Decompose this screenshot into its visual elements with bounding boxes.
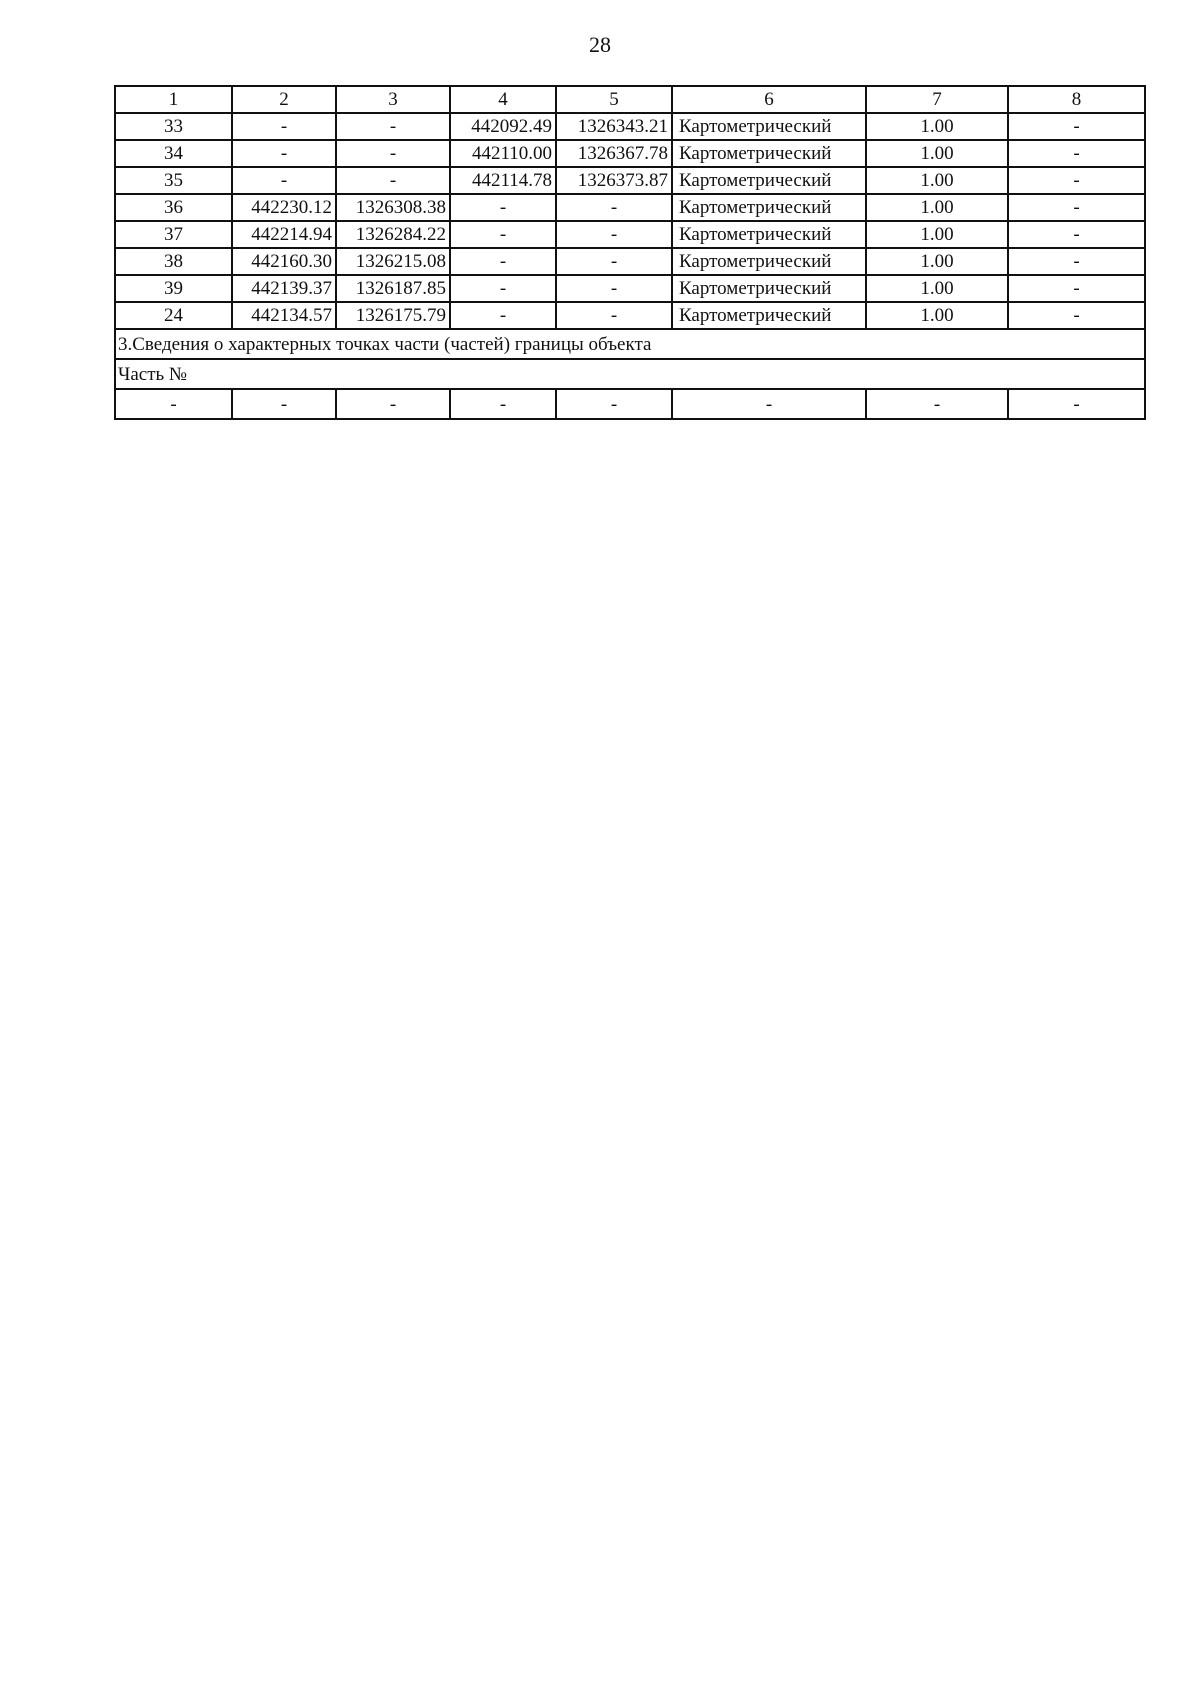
column-header: 3 (336, 86, 450, 113)
column-header: 5 (556, 86, 672, 113)
accuracy-cell: 1.00 (866, 248, 1008, 275)
method-cell: Картометрический (672, 140, 866, 167)
new-x-cell: - (450, 248, 556, 275)
new-x-cell: 442110.00 (450, 140, 556, 167)
point-number-cell: 33 (115, 113, 232, 140)
column-header: 1 (115, 86, 232, 113)
new-y-cell: 1326373.87 (556, 167, 672, 194)
column-header: 8 (1008, 86, 1145, 113)
accuracy-cell: 1.00 (866, 302, 1008, 329)
method-cell: Картометрический (672, 302, 866, 329)
existing-x-cell: - (232, 113, 336, 140)
point-number-cell: 36 (115, 194, 232, 221)
new-y-cell: 1326367.78 (556, 140, 672, 167)
new-x-cell: - (450, 302, 556, 329)
existing-y-cell: - (336, 113, 450, 140)
empty-cell: - (115, 389, 232, 419)
method-cell: Картометрический (672, 167, 866, 194)
section-title: 3.Сведения о характерных точках части (частей) границы объекта (115, 329, 1145, 359)
method-cell: Картометрический (672, 113, 866, 140)
accuracy-cell: 1.00 (866, 194, 1008, 221)
description-cell: - (1008, 140, 1145, 167)
existing-y-cell: 1326187.85 (336, 275, 450, 302)
empty-cell: - (866, 389, 1008, 419)
existing-y-cell: - (336, 140, 450, 167)
point-number-cell: 39 (115, 275, 232, 302)
description-cell: - (1008, 113, 1145, 140)
coordinates-table (114, 85, 1146, 420)
description-cell: - (1008, 167, 1145, 194)
method-cell: Картометрический (672, 194, 866, 221)
point-number-cell: 34 (115, 140, 232, 167)
table-row (115, 302, 1145, 329)
description-cell: - (1008, 248, 1145, 275)
existing-y-cell: - (336, 167, 450, 194)
new-x-cell: - (450, 194, 556, 221)
new-x-cell: - (450, 221, 556, 248)
point-number-cell: 37 (115, 221, 232, 248)
accuracy-cell: 1.00 (866, 113, 1008, 140)
method-cell: Картометрический (672, 275, 866, 302)
column-header: 7 (866, 86, 1008, 113)
new-y-cell: - (556, 221, 672, 248)
page-number: 28 (589, 32, 611, 57)
new-y-cell: - (556, 194, 672, 221)
empty-cell: - (232, 389, 336, 419)
empty-cell: - (450, 389, 556, 419)
point-number-cell: 24 (115, 302, 232, 329)
point-number-cell: 35 (115, 167, 232, 194)
description-cell: - (1008, 221, 1145, 248)
existing-x-cell: 442134.57 (232, 302, 336, 329)
method-cell: Картометрический (672, 248, 866, 275)
new-x-cell: 442092.49 (450, 113, 556, 140)
new-x-cell: - (450, 275, 556, 302)
point-number-cell: 38 (115, 248, 232, 275)
column-header: 6 (672, 86, 866, 113)
empty-cell: - (672, 389, 866, 419)
existing-x-cell: - (232, 140, 336, 167)
table-header-row (115, 86, 1145, 113)
table-row (115, 275, 1145, 302)
existing-x-cell: 442160.30 (232, 248, 336, 275)
part-label-row (115, 359, 1145, 389)
accuracy-cell: 1.00 (866, 140, 1008, 167)
column-header: 4 (450, 86, 556, 113)
table-row (115, 140, 1145, 167)
column-header: 2 (232, 86, 336, 113)
table-row (115, 221, 1145, 248)
empty-cell: - (336, 389, 450, 419)
method-cell: Картометрический (672, 221, 866, 248)
existing-y-cell: 1326215.08 (336, 248, 450, 275)
existing-y-cell: 1326308.38 (336, 194, 450, 221)
accuracy-cell: 1.00 (866, 275, 1008, 302)
existing-x-cell: - (232, 167, 336, 194)
section-title-row (115, 329, 1145, 359)
existing-y-cell: 1326284.22 (336, 221, 450, 248)
existing-x-cell: 442139.37 (232, 275, 336, 302)
table-row (115, 389, 1145, 419)
new-y-cell: - (556, 248, 672, 275)
table-row (115, 167, 1145, 194)
existing-x-cell: 442230.12 (232, 194, 336, 221)
new-y-cell: 1326343.21 (556, 113, 672, 140)
description-cell: - (1008, 302, 1145, 329)
description-cell: - (1008, 275, 1145, 302)
description-cell: - (1008, 194, 1145, 221)
existing-x-cell: 442214.94 (232, 221, 336, 248)
table-row (115, 113, 1145, 140)
new-x-cell: 442114.78 (450, 167, 556, 194)
accuracy-cell: 1.00 (866, 221, 1008, 248)
part-label: Часть № (115, 359, 1145, 389)
existing-y-cell: 1326175.79 (336, 302, 450, 329)
empty-cell: - (1008, 389, 1145, 419)
empty-cell: - (556, 389, 672, 419)
new-y-cell: - (556, 275, 672, 302)
table-row (115, 248, 1145, 275)
table-row (115, 194, 1145, 221)
new-y-cell: - (556, 302, 672, 329)
accuracy-cell: 1.00 (866, 167, 1008, 194)
